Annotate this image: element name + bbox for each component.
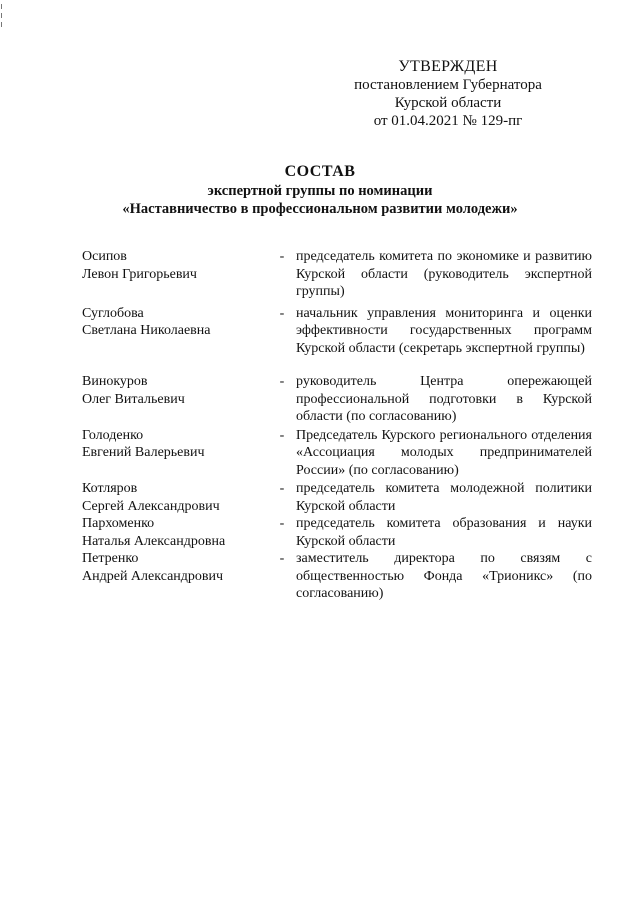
dash-separator: - — [279, 516, 285, 531]
member-surname: Суглобова — [82, 305, 144, 321]
member-row — [82, 373, 592, 426]
member-surname: Котляров — [82, 481, 138, 496]
member-name — [82, 515, 268, 550]
member-surname: Винокуров — [82, 374, 148, 389]
member-row — [82, 515, 592, 550]
member-name — [82, 248, 268, 283]
approval-line: постановлением Губернатора — [354, 77, 542, 93]
approval-line: от 01.04.2021 № 129-пг — [373, 113, 523, 129]
scan-mark — [1, 22, 2, 27]
member-surname: Осипов — [82, 249, 127, 264]
scan-edge-marks — [1, 4, 2, 31]
member-surname: Петренко — [82, 551, 139, 566]
member-row — [82, 305, 592, 358]
dash-separator: - — [279, 551, 285, 566]
dash-separator: - — [279, 305, 285, 321]
title-line: «Наставничество в профессиональном развитии молодежи» — [122, 201, 518, 217]
member-given-name: Светлана Николаевна — [82, 323, 211, 338]
member-name — [82, 480, 268, 515]
member-surname: Голоденко — [82, 427, 144, 443]
dash-separator: - — [279, 374, 285, 389]
member-given-name: Олег Витальевич — [82, 391, 185, 407]
approval-stamp-block — [318, 58, 578, 130]
dash-separator: - — [279, 427, 285, 443]
member-given-name: Наталья Александровна — [82, 533, 226, 549]
member-surname: Пархоменко — [82, 516, 155, 531]
member-row — [82, 550, 592, 603]
member-given-name: Евгений Валерьевич — [82, 445, 205, 460]
member-given-name: Сергей Александрович — [82, 498, 220, 514]
scan-mark — [1, 4, 2, 9]
member-role: председатель комитета по экономике и развитию Курской области (руководитель экспертной группы) — [296, 249, 592, 299]
scan-mark — [1, 13, 2, 18]
member-name — [82, 550, 268, 585]
member-given-name: Левон Григорьевич — [82, 266, 197, 282]
member-role: председатель комитета образования и науки Курской области — [296, 516, 592, 549]
approval-line: Курской области — [394, 95, 502, 111]
member-role: заместитель директора по связям с общественностью Фонда «Трионикс» (по согласованию) — [296, 551, 592, 601]
member-role: Председатель Курского регионального отделения «Ассоциация молодых предпринимателей России» (по согласованию) — [296, 427, 592, 478]
member-role: руководитель Центра опережающей профессиональной подготовки в Курской области (по согласованию) — [296, 374, 592, 424]
members-list — [82, 248, 592, 603]
document-title — [0, 162, 640, 218]
member-role: председатель комитета молодежной политики Курской области — [296, 481, 592, 514]
member-row — [82, 248, 592, 301]
dash-separator: - — [279, 249, 285, 264]
member-role: начальник управления мониторинга и оценки эффективности государственных программ Курской области (секретарь экспертной группы) — [296, 305, 592, 356]
approval-heading: УТВЕРЖДЕН — [398, 58, 498, 75]
member-row — [82, 480, 592, 515]
dash-separator: - — [279, 481, 285, 496]
member-name — [82, 305, 268, 340]
title-line: СОСТАВ — [284, 163, 356, 180]
member-name — [82, 427, 268, 462]
member-row — [82, 427, 592, 480]
member-given-name: Андрей Александрович — [82, 568, 224, 584]
member-name — [82, 373, 268, 408]
title-line: экспертной группы по номинации — [207, 183, 433, 199]
